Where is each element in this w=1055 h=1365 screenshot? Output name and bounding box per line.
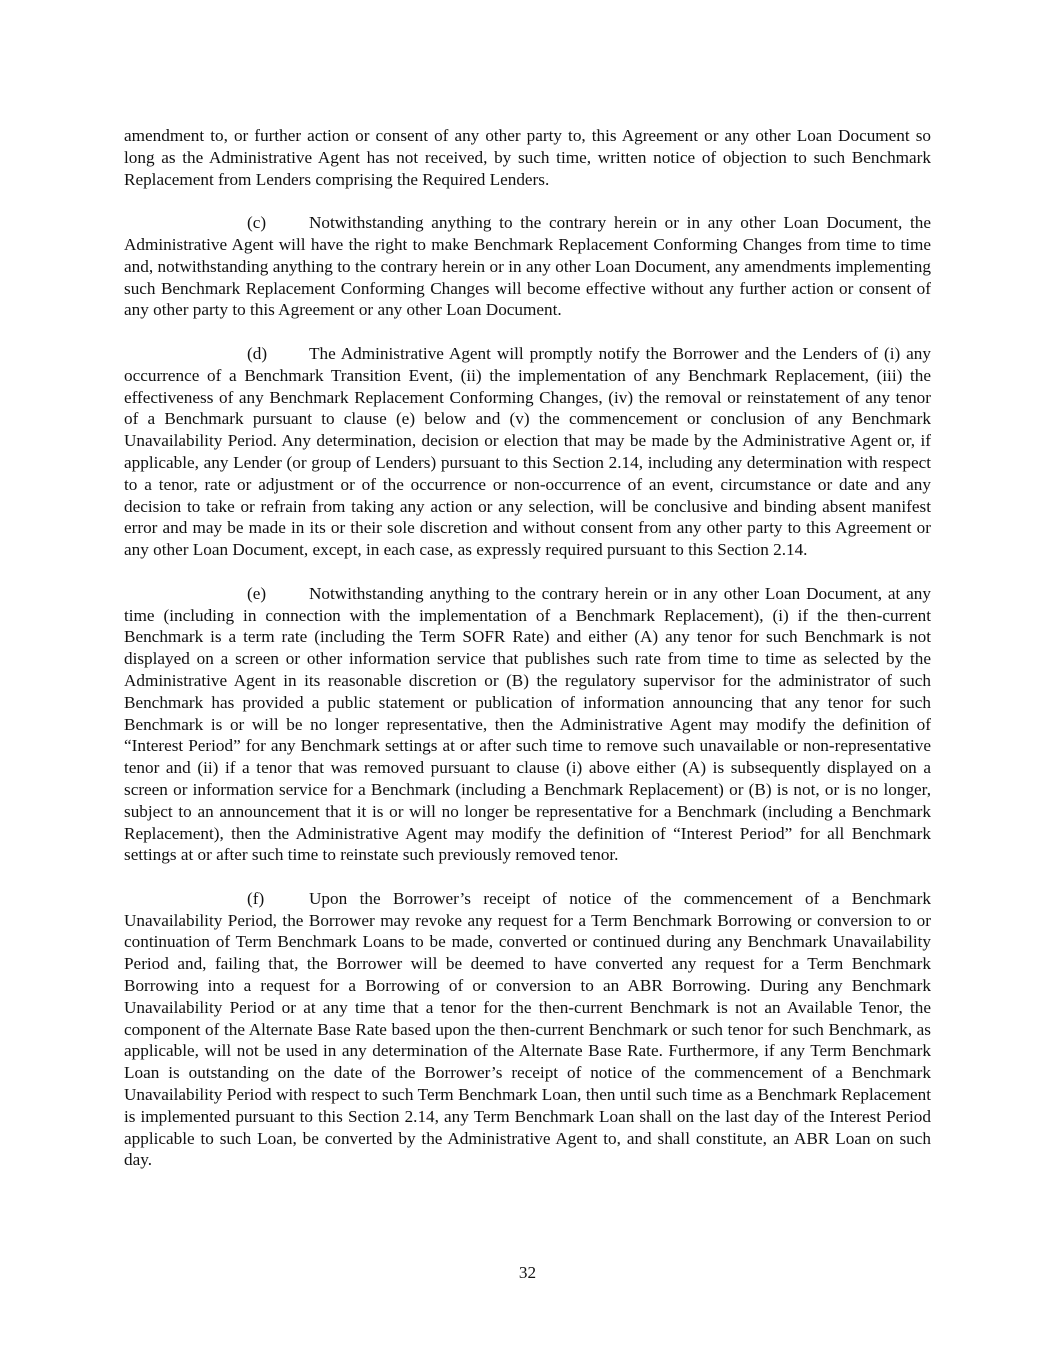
section-c-text: Notwithstanding anything to the contrary herein or in any other Loan Document, the Administrative Agent will have the right to make Benchmark Replacement Conforming Changes from time to time and, notwithstanding anything to the contrary herein or in any other Loan Document, any amendments implementing such Benchmark Replacement Conforming Changes will become effective without any further action or consent of any other party to this Agreement or any other Loan Document. (124, 213, 931, 320)
section-e-text: Notwithstanding anything to the contrary herein or in any other Loan Document, at any time (including in connection with the implementation of a Benchmark Replacement), (i) if the then-current Benchmark is a term rate (including the Term SOFR Rate) and either (A) any tenor for such Benchmark is not displayed on a screen or other information service that publishes such rate from time to time as selected by the Administrative Agent in its reasonable discretion or (B) the regulatory supervisor for the administrator of such Benchmark has provided a public statement or publication of information announcing that any tenor for such Benchmark is or will be no longer representative, then the Administrative Agent may modify the definition of “Interest Period” for any Benchmark settings at or after such time to remove such unavailable or non-representative tenor and (ii) if a tenor that was removed pursuant to clause (i) above either (A) is subsequently displayed on a screen or information service for a Benchmark (including a Benchmark Replacement) or (B) is not, or is no longer, subject to an announcement that it is or will no longer be representative for a Benchmark (including a Benchmark Replacement), then the Administrative Agent may modify the definition of “Interest Period” for all Benchmark settings at or after such time to reinstate such previously removed tenor. (124, 583, 931, 865)
section-c-paragraph (124, 212, 931, 321)
section-e-label: (e) (247, 583, 267, 603)
section-d-label: (d) (247, 343, 268, 363)
section-e-paragraph (124, 583, 931, 866)
intro-paragraph: amendment to, or further action or consent of any other party to, this Agreement or any other Loan Document so long as the Administrative Agent has not received, by such time, written notice of objection to such Benchmark Replacement from Lenders comprising the Required Lenders. (124, 126, 931, 189)
section-f-label: (f) (247, 888, 265, 908)
document-body (124, 125, 931, 1171)
section-d-text: The Administrative Agent will promptly notify the Borrower and the Lenders of (i) any occurrence of a Benchmark Transition Event, (ii) the implementation of any Benchmark Replacement, (iii) the effectiveness of any Benchmark Replacement Conforming Changes, (iv) the removal or reinstatement of any tenor of a Benchmark pursuant to clause (e) below and (v) the commencement or conclusion of any Benchmark Unavailability Period. Any determination, decision or election that may be made by the Administrative Agent or, if applicable, any Lender (or group of Lenders) pursuant to this Section 2.14, including any determination with respect to a tenor, rate or adjustment or of the occurrence or non-occurrence of an event, circumstance or date and any decision to take or refrain from taking any action or any selection, will be conclusive and binding absent manifest error and may be made in its or their sole discretion and without consent from any other party to this Agreement or any other Loan Document, except, in each case, as expressly required pursuant to this Section 2.14. (124, 343, 931, 560)
section-c-label: (c) (247, 213, 267, 233)
section-f-text: Upon the Borrower’s receipt of notice of the commencement of a Benchmark Unavailability Period, the Borrower may revoke any request for a Term Benchmark Borrowing or conversion to or continuation of Term Benchmark Loans to be made, converted or continued during any Benchmark Unavailability Period and, failing that, the Borrower will be deemed to have converted any request for a Term Benchmark Borrowing into a request for a Borrowing of or conversion to an ABR Borrowing. During any Benchmark Unavailability Period or at any time that a tenor for the then-current Benchmark is not an Available Tenor, the component of the Alternate Base Rate based upon the then-current Benchmark or such tenor for such Benchmark, as applicable, will not be used in any determination of the Alternate Base Rate. Furthermore, if any Term Benchmark Loan is outstanding on the date of the Borrower’s receipt of notice of the commencement of a Benchmark Unavailability Period with respect to such Term Benchmark Loan, then until such time as a Benchmark Replacement is implemented pursuant to this Section 2.14, any Term Benchmark Loan shall on the last day of the Interest Period applicable to such Loan, be converted by the Administrative Agent to, and shall constitute, an ABR Loan on such day. (124, 888, 931, 1170)
section-f-paragraph (124, 888, 931, 1171)
page-number: 32 (518, 1263, 537, 1282)
section-d-paragraph (124, 343, 931, 561)
